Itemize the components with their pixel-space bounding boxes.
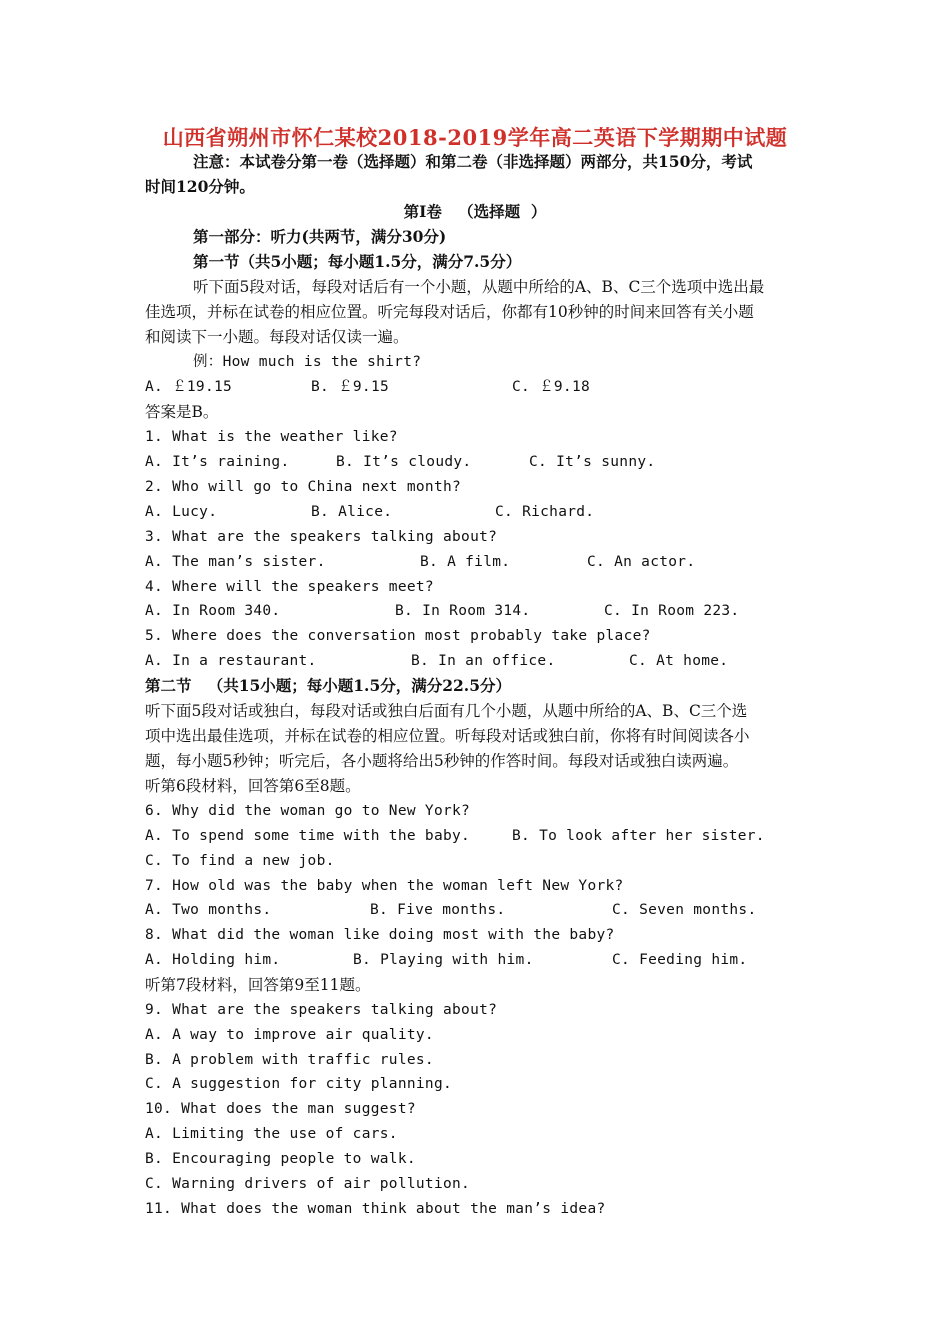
q5-option-c: C. At home. bbox=[629, 653, 729, 669]
section1-instruction-2: 佳选项，并标在试卷的相应位置。听完每段对话后，你都有10秒钟的时间来回答有关小题 bbox=[145, 303, 754, 321]
q5-option-a: A. In a restaurant. bbox=[145, 653, 317, 669]
q6-option-b: B. To look after her sister. bbox=[512, 828, 765, 844]
q8-option-a: A. Holding him. bbox=[145, 952, 281, 968]
q4-option-a: A. In Room 340. bbox=[145, 603, 281, 619]
q10-option-b: B. Encouraging people to walk. bbox=[145, 1151, 416, 1167]
example-option-a: A. ￡19.15 bbox=[145, 379, 233, 395]
q7-option-a: A. Two months. bbox=[145, 902, 272, 918]
question-5: 5. Where does the conversation most probably take place? bbox=[145, 628, 651, 644]
notice-line-2: 时间120分钟。 bbox=[145, 177, 255, 196]
q2-option-a: A. Lucy. bbox=[145, 504, 218, 520]
section2-instruction-3: 题，每小题5秒钟；听完后，各小题将给出5秒钟的作答时间。每段对话或独白读两遍。 bbox=[145, 752, 739, 770]
question-2: 2. Who will go to China next month? bbox=[145, 479, 462, 495]
section2-heading: 第二节 （共15小题；每小题1.5分，满分22.5分） bbox=[145, 676, 511, 695]
document-title: 山西省朔州市怀仁某校2018-2019学年高二英语下学期期中试题 bbox=[162, 125, 788, 150]
q3-option-b: B. A film. bbox=[420, 554, 511, 570]
question-1: 1. What is the weather like? bbox=[145, 429, 398, 445]
q2-option-c: C. Richard. bbox=[495, 504, 595, 520]
q9-option-b: B. A problem with traffic rules. bbox=[145, 1052, 434, 1068]
q2-option-b: B. Alice. bbox=[311, 504, 393, 520]
question-11: 11. What does the woman think about the man’s idea? bbox=[145, 1201, 606, 1217]
section1-instruction-3: 和阅读下一小题。每段对话仅读一遍。 bbox=[145, 328, 409, 346]
part1-heading: 第一部分：听力(共两节，满分30分) bbox=[193, 227, 447, 246]
section1-instruction-1: 听下面5段对话，每段对话后有一个小题，从题中所给的A、B、C三个选项中选出最 bbox=[193, 278, 765, 296]
q6-option-c: C. To find a new job. bbox=[145, 853, 335, 869]
notice-line-1: 注意：本试卷分第一卷（选择题）和第二卷（非选择题）两部分，共150分，考试 bbox=[193, 152, 753, 171]
q8-option-c: C. Feeding him. bbox=[612, 952, 748, 968]
q5-option-b: B. In an office. bbox=[411, 653, 556, 669]
section1-heading: 第一节（共5小题；每小题1.5分，满分7.5分） bbox=[193, 252, 522, 271]
question-7: 7. How old was the baby when the woman left New York? bbox=[145, 878, 624, 894]
section2-instruction-2: 项中选出最佳选项，并标在试卷的相应位置。听每段对话或独白前，你将有时间阅读各小 bbox=[145, 727, 750, 745]
q10-option-c: C. Warning drivers of air pollution. bbox=[145, 1176, 471, 1192]
q3-option-c: C. An actor. bbox=[587, 554, 696, 570]
example-option-c: C. ￡9.18 bbox=[512, 379, 591, 395]
section2-instruction-1: 听下面5段对话或独白，每段对话或独白后面有几个小题，从题中所给的A、B、C三个选 bbox=[145, 702, 748, 720]
question-8: 8. What did the woman like doing most with the baby? bbox=[145, 927, 615, 943]
q4-option-c: C. In Room 223. bbox=[604, 603, 740, 619]
q1-option-a: A. It’s raining. bbox=[145, 454, 290, 470]
question-9: 9. What are the speakers talking about? bbox=[145, 1002, 498, 1018]
example-option-b: B. ￡9.15 bbox=[311, 379, 390, 395]
q1-option-c: C. It’s sunny. bbox=[529, 454, 656, 470]
q6-option-a: A. To spend some time with the baby. bbox=[145, 828, 471, 844]
q7-option-c: C. Seven months. bbox=[612, 902, 757, 918]
q3-option-a: A. The man’s sister. bbox=[145, 554, 326, 570]
example-question: 例：How much is the shirt? bbox=[193, 354, 422, 370]
question-6: 6. Why did the woman go to New York? bbox=[145, 803, 471, 819]
question-4: 4. Where will the speakers meet? bbox=[145, 579, 434, 595]
example-answer: 答案是B。 bbox=[145, 403, 219, 421]
q7-option-b: B. Five months. bbox=[370, 902, 506, 918]
question-10: 10. What does the man suggest? bbox=[145, 1101, 416, 1117]
q9-option-a: A. A way to improve air quality. bbox=[145, 1027, 434, 1043]
material-6-heading: 听第6段材料，回答第6至8题。 bbox=[145, 777, 361, 795]
q8-option-b: B. Playing with him. bbox=[353, 952, 534, 968]
q9-option-c: C. A suggestion for city planning. bbox=[145, 1076, 453, 1092]
q4-option-b: B. In Room 314. bbox=[395, 603, 531, 619]
q1-option-b: B. It’s cloudy. bbox=[336, 454, 472, 470]
material-7-heading: 听第7段材料，回答第9至11题。 bbox=[145, 976, 371, 994]
volume-heading: 第Ⅰ卷 （选择题 ） bbox=[403, 202, 547, 221]
q10-option-a: A. Limiting the use of cars. bbox=[145, 1126, 398, 1142]
question-3: 3. What are the speakers talking about? bbox=[145, 529, 498, 545]
